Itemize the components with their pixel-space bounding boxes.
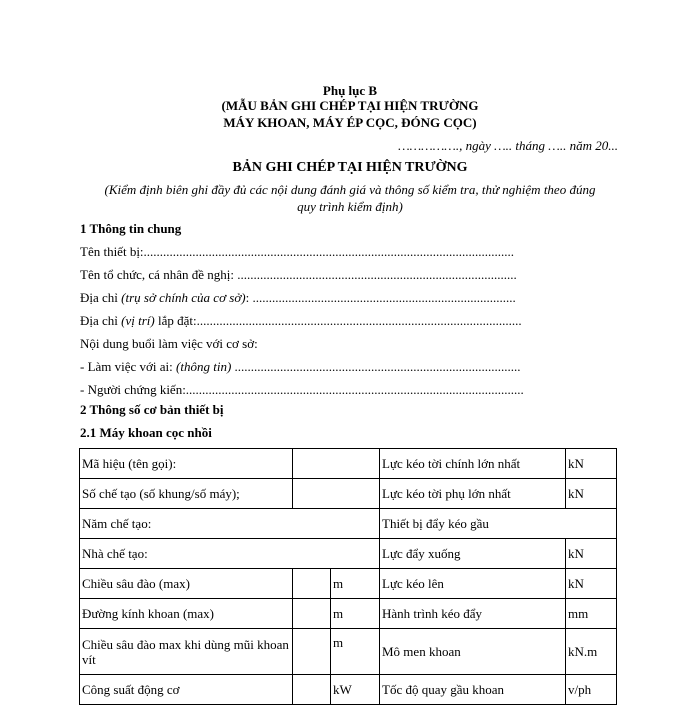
spec-unit: v/ph [566, 675, 617, 705]
work-with-dots: ........................................................................................ [231, 359, 521, 374]
section-2-heading: 2 Thông số cơ bản thiết bị [80, 402, 224, 417]
spec-label: Lực kéo tời phụ lớn nhất [380, 479, 566, 509]
spec-unit: mm [566, 599, 617, 629]
address-dots: : ................................................................................. [245, 290, 516, 305]
spec-label: Thiết bị đẩy kéo gầu [380, 509, 617, 539]
spec-label: Lực đẩy xuống [380, 539, 566, 569]
address-label: Địa chỉ [80, 290, 122, 305]
spec-unit: kN [566, 479, 617, 509]
location-label: Địa chỉ [80, 313, 122, 328]
section-2-1-heading: 2.1 Máy khoan cọc nhồi [80, 425, 212, 440]
spec-label: Chiều sâu đào (max) [80, 569, 293, 599]
session-content-line: Nội dung buổi làm việc với cơ sở: [80, 336, 258, 351]
spec-value-cell [293, 479, 380, 509]
spec-unit: kN.m [566, 629, 617, 675]
witness-line: - Người chứng kiến:........................................................................................................ [80, 382, 524, 397]
template-subtitle-1: (MẪU BẢN GHI CHÉP TẠI HIỆN TRƯỜNG [221, 98, 479, 113]
spec-label: Tốc độ quay gầu khoan [380, 675, 566, 705]
table-row [80, 675, 617, 705]
section-1-heading: 1 Thông tin chung [80, 221, 182, 236]
org-name-line: Tên tổ chức, cá nhân đề nghị: ...................................................................................... [80, 267, 517, 282]
spec-label: Chiều sâu đào max khi dùng mũi khoan vít [80, 629, 293, 675]
appendix-title: Phụ lục B [322, 83, 378, 98]
spec-label: Mô men khoan [380, 629, 566, 675]
table-row [80, 539, 617, 569]
work-with-note: (thông tin) [176, 359, 232, 374]
document-title: BẢN GHI CHÉP TẠI HIỆN TRƯỜNG [232, 160, 468, 175]
location-line [80, 313, 522, 329]
spec-label: Đường kính khoan (max) [80, 599, 293, 629]
table-row [80, 509, 617, 539]
instruction-note-1: (Kiểm định biên ghi đầy đủ các nội dung đánh giá và thông số kiểm tra, thử nghiệm theo đúng [104, 182, 596, 197]
spec-label: Nhà chế tạo: [80, 539, 380, 569]
work-with-line [80, 359, 521, 375]
spec-value-cell [293, 629, 331, 675]
spec-unit: m [331, 629, 380, 675]
spec-label: Hành trình kéo đẩy [380, 599, 566, 629]
spec-label: Lực kéo lên [380, 569, 566, 599]
equipment-name-line: Tên thiết bị:.................................................................................................................. [80, 244, 515, 259]
spec-label: Mã hiệu (tên gọi): [80, 449, 293, 479]
spec-unit: kN [566, 569, 617, 599]
spec-label: Số chế tạo (số khung/số máy); [80, 479, 293, 509]
drilling-spec-table [79, 448, 617, 705]
spec-label: Năm chế tạo: [80, 509, 380, 539]
table-row [80, 449, 617, 479]
spec-unit: kN [566, 449, 617, 479]
spec-value-cell [293, 675, 331, 705]
location-note: (vị trí) [121, 313, 155, 328]
spec-label: Lực kéo tời chính lớn nhất [380, 449, 566, 479]
spec-value-cell [293, 449, 380, 479]
template-subtitle-2: MÁY KHOAN, MÁY ÉP CỌC, ĐÓNG CỌC) [223, 115, 477, 130]
address-line [80, 290, 516, 306]
work-with-label: - Làm việc với ai: [80, 359, 177, 374]
table-row [80, 629, 617, 675]
date-line: ……………., ngày ….. tháng ….. năm 20... [398, 138, 618, 153]
spec-unit: m [331, 599, 380, 629]
location-dots: lắp đặt:.................................................................................................... [154, 313, 522, 328]
instruction-note-2: quy trình kiểm định) [297, 199, 403, 214]
table-row [80, 569, 617, 599]
spec-label: Công suất động cơ [80, 675, 293, 705]
spec-unit: kW [331, 675, 380, 705]
address-note: (trụ sở chính của cơ sở) [121, 290, 246, 305]
spec-value-cell [293, 599, 331, 629]
spec-unit: kN [566, 539, 617, 569]
spec-unit: m [331, 569, 380, 599]
table-row [80, 599, 617, 629]
table-row [80, 479, 617, 509]
spec-value-cell [293, 569, 331, 599]
